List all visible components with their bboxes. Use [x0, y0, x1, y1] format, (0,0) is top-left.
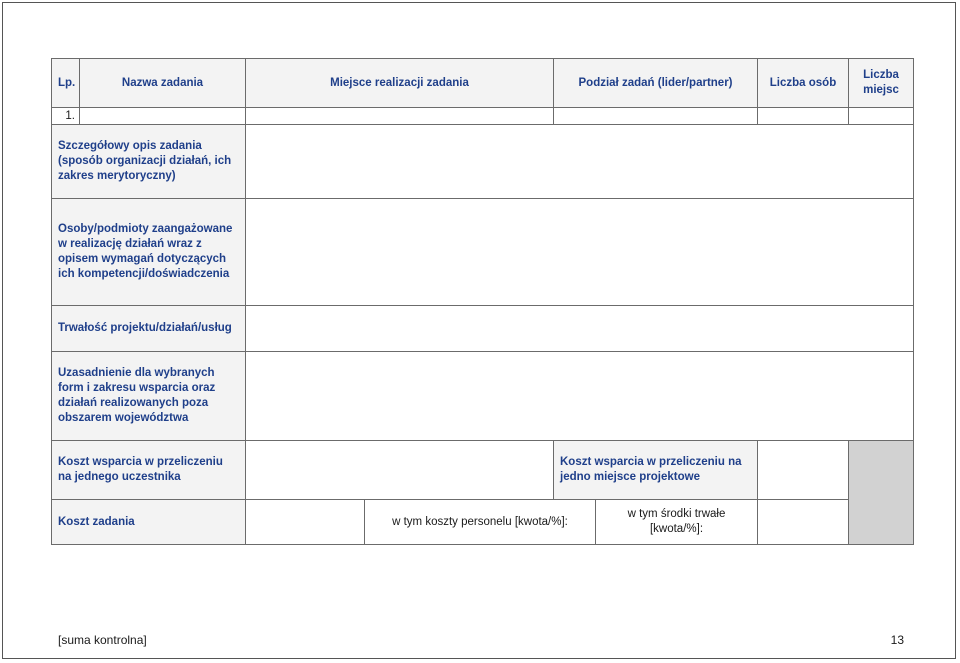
cost-per-place-field[interactable]: [758, 441, 849, 500]
task-cost-label: Koszt zadania: [52, 500, 246, 545]
row-number: 1.: [52, 108, 80, 125]
division-cell[interactable]: [554, 108, 758, 125]
cost-per-participant-label: Koszt wsparcia w przeliczeniu na jednego uczestnika: [52, 441, 246, 500]
involved-row: [52, 199, 914, 306]
page-number: 13: [890, 633, 904, 647]
cost-per-participant-field[interactable]: [246, 441, 554, 500]
detailed-description-label: Szczegółowy opis zadania (sposób organizacji działań, ich zakres merytoryczny): [52, 125, 246, 199]
description-row: [52, 125, 914, 199]
header-num-places: Liczba miejsc: [849, 59, 914, 108]
durability-field[interactable]: [246, 306, 914, 352]
fixed-assets-label: w tym środki trwałe [kwota/%]:: [596, 500, 758, 545]
task-cost-field[interactable]: [246, 500, 365, 545]
header-num-people: Liczba osób: [758, 59, 849, 108]
header-row: [52, 59, 914, 108]
detailed-description-field[interactable]: [246, 125, 914, 199]
personnel-costs-label: w tym koszty personelu [kwota/%]:: [365, 500, 596, 545]
durability-label: Trwałość projektu/działań/usług: [52, 306, 246, 352]
num-people-cell[interactable]: [758, 108, 849, 125]
header-division: Podział zadań (lider/partner): [554, 59, 758, 108]
involved-entities-label: Osoby/podmioty zaangażowane w realizację działań wraz z opisem wymagań dotyczących ich kompetencji/doświadczenia: [52, 199, 246, 306]
task-table: [51, 58, 914, 545]
cost-per-row: [52, 441, 914, 500]
justification-field[interactable]: [246, 352, 914, 441]
grey-filler-cell: [849, 441, 914, 545]
task-name-cell[interactable]: [80, 108, 246, 125]
cost-per-place-label: Koszt wsparcia w przeliczeniu na jedno miejsce projektowe: [554, 441, 758, 500]
task-cost-row: [52, 500, 914, 545]
header-lp: Lp.: [52, 59, 80, 108]
header-task-name: Nazwa zadania: [80, 59, 246, 108]
task-row: [52, 108, 914, 125]
fixed-assets-field[interactable]: [758, 500, 849, 545]
justification-row: [52, 352, 914, 441]
checksum-label: [suma kontrolna]: [58, 633, 147, 647]
header-location: Miejsce realizacji zadania: [246, 59, 554, 108]
durability-row: [52, 306, 914, 352]
num-places-cell[interactable]: [849, 108, 914, 125]
involved-entities-field[interactable]: [246, 199, 914, 306]
justification-label: Uzasadnienie dla wybranych form i zakresu wsparcia oraz działań realizowanych poza obszarem województwa: [52, 352, 246, 441]
location-cell[interactable]: [246, 108, 554, 125]
